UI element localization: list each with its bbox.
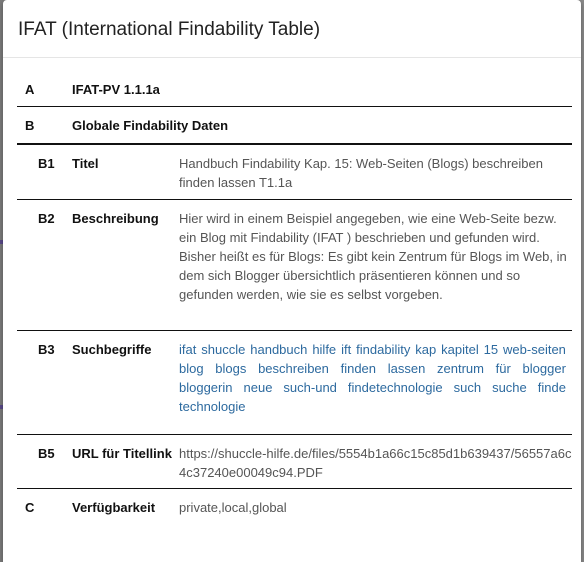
- keyword-link[interactable]: shuccle: [201, 342, 246, 357]
- row-label: Suchbegriffe: [72, 342, 152, 357]
- availability-value: private,local,global: [179, 500, 287, 515]
- table-row-c: [17, 489, 572, 527]
- row-code: B2: [38, 211, 55, 226]
- dialog-header: [3, 0, 581, 58]
- keyword-link[interactable]: findetechnologie: [347, 380, 443, 395]
- keyword-link[interactable]: 15: [483, 342, 499, 357]
- keyword-link[interactable]: blogger: [522, 361, 566, 376]
- table-row-a: [17, 72, 572, 107]
- keyword-link[interactable]: web-seiten: [503, 342, 566, 357]
- keyword-link[interactable]: finden: [340, 361, 377, 376]
- keyword-link[interactable]: blog: [179, 361, 204, 376]
- keyword-link[interactable]: finde: [537, 380, 566, 395]
- keyword-link[interactable]: lassen: [387, 361, 426, 376]
- url-value: https://shuccle-hilfe.de/files/5554b1a66c15c85d1b639437/56557a6c4c37240e00049c94.PDF: [179, 446, 572, 480]
- keyword-link[interactable]: neue: [243, 380, 273, 395]
- keyword-link[interactable]: bloggerin: [179, 380, 233, 395]
- keyword-link[interactable]: blogs: [215, 361, 247, 376]
- row-code: A: [25, 82, 35, 97]
- keyword-link[interactable]: für: [495, 361, 511, 376]
- keyword-link[interactable]: hilfe: [312, 342, 337, 357]
- row-label: Verfügbarkeit: [72, 500, 156, 515]
- title-value: Handbuch Findability Kap. 15: Web-Seiten (Blogs) beschreiben finden lassen T1.1a: [179, 156, 543, 190]
- ifat-table: [17, 72, 572, 527]
- keyword-link[interactable]: beschreiben: [258, 361, 329, 376]
- table-row-b: [17, 107, 572, 145]
- table-row-b1: [17, 145, 572, 200]
- table-row-b2: [17, 200, 572, 331]
- row-label: IFAT-PV 1.1.1a: [72, 82, 160, 97]
- row-code: C: [25, 500, 35, 515]
- table-row-b3: [17, 331, 572, 435]
- row-label: URL für Titellink: [72, 446, 172, 461]
- row-code: B: [25, 118, 35, 133]
- row-code: B3: [38, 342, 55, 357]
- keyword-link[interactable]: handbuch: [250, 342, 308, 357]
- keyword-link[interactable]: ifat: [179, 342, 197, 357]
- dialog-title: IFAT (International Findability Table): [18, 19, 321, 40]
- row-code: B5: [38, 446, 55, 461]
- row-label: Globale Findability Daten: [72, 118, 229, 133]
- row-label: Titel: [72, 156, 99, 171]
- row-label: Beschreibung: [72, 211, 159, 226]
- keyword-link[interactable]: such-und: [283, 380, 337, 395]
- keyword-link[interactable]: findability: [356, 342, 411, 357]
- description-value: Hier wird in einem Beispiel angegeben, wie eine Web-Seite bezw. ein Blog mit Findability (IFAT ) beschrieben und gefunden wird. Bisher heißt es für Blogs: Es gibt kein Zentrum für Blogs im Web, in dem sich Blogger übersichtlich präsentieren können und so gefunden werden, wie sie es selbst vorgeben.: [179, 211, 567, 302]
- keyword-link[interactable]: kap: [415, 342, 437, 357]
- ifat-dialog: [3, 0, 581, 562]
- row-code: B1: [38, 156, 55, 171]
- table-row-b5: [17, 435, 572, 489]
- keyword-link[interactable]: ift: [341, 342, 352, 357]
- keyword-link[interactable]: zentrum: [437, 361, 484, 376]
- keyword-link[interactable]: kapitel: [441, 342, 479, 357]
- keyword-link[interactable]: technologie: [179, 399, 246, 414]
- keyword-list: [179, 340, 566, 416]
- keyword-link[interactable]: suche: [492, 380, 527, 395]
- keyword-link[interactable]: such: [453, 380, 482, 395]
